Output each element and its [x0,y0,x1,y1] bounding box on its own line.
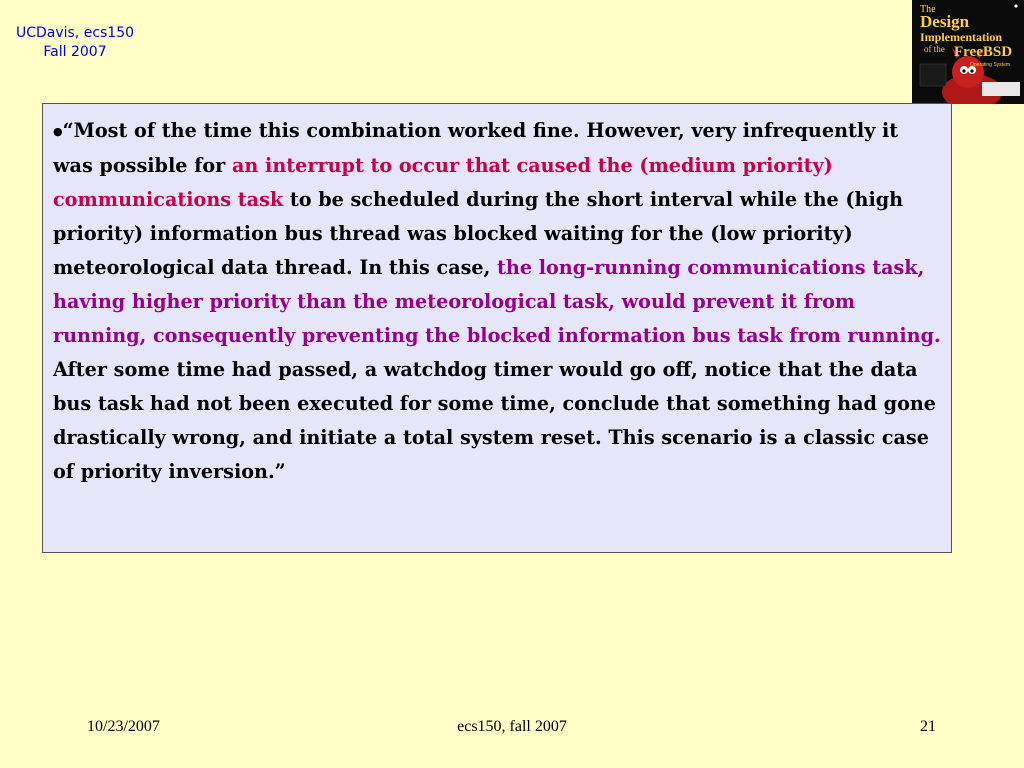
quote-highlight-interrupt: an interrupt to occur that caused the (medium priority) communications task [53,154,833,211]
book-title-design: Design [920,12,970,31]
quote-text-3: After some time had passed, a watchdog timer would go off, notice that the data bus task had not been executed for some time, conclude that something had gone drastically wrong, and initiate a total system reset. This scenario is a classic case of priority inversion.” [53,358,937,483]
header-org-line1: UCDavis, ecs150 [15,25,135,41]
book-cover-image [912,0,1024,104]
bullet-icon: ● [53,125,63,138]
header-org-line2: Fall 2007 [43,44,107,60]
quote-text-2: to be scheduled during the short interval while the (high priority) information bus thread was blocked waiting for the (low priority) meteorological data thread. In this case, [53,188,904,279]
quote-text-1: “Most of the time this combination worked fine. However, very infrequently it was possible for [53,119,899,177]
book-subtitle: Operating System [970,62,1011,68]
footer-page-number: 21 [920,718,936,735]
footer-date: 10/23/2007 [87,718,160,735]
quote-highlight-priority: the long-running communications task, having higher priority than the meteorological task, would prevent it from running, consequently preventing the blocked information bus task from running. [53,256,941,347]
book-title-freebsd: FreeBSD [954,44,1013,60]
book-title-implementation: Implementation [920,30,1002,44]
book-title-the: The [920,4,936,15]
quote-box [42,103,952,553]
slide-header [0,24,150,62]
footer-course: ecs150, fall 2007 [457,718,567,735]
book-title-of-the: of the [924,44,945,54]
